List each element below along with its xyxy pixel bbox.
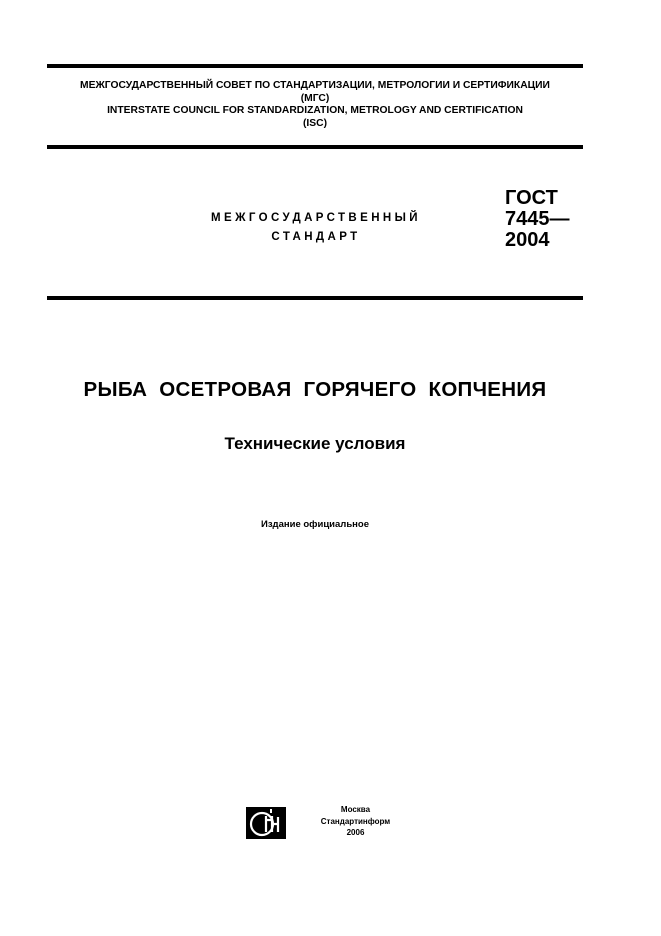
standartinform-logo-icon (246, 807, 286, 839)
gost-designation (505, 188, 570, 251)
header-top-rule (47, 64, 583, 68)
publisher-year: 2006 (346, 828, 365, 837)
edition-note: Издание официальное (261, 519, 369, 530)
gost-number: 7445— (505, 208, 570, 230)
document-subtitle: Технические условия (224, 434, 406, 453)
header-bottom-rule (47, 145, 583, 149)
standard-type (170, 209, 462, 247)
publisher-city: Москва (340, 805, 371, 814)
publisher-info (308, 804, 403, 839)
document-title: РЫБА ОСЕТРОВАЯ ГОРЯЧЕГО КОПЧЕНИЯ (83, 378, 547, 401)
standard-type-line1: МЕЖГОСУДАРСТВЕННЫЙ (211, 212, 421, 224)
publisher-name: Стандартинформ (320, 816, 391, 826)
council-name-ru: МЕЖГОСУДАРСТВЕННЫЙ СОВЕТ ПО СТАНДАРТИЗАЦИИ, МЕТРОЛОГИИ И СЕРТИФИКАЦИИ (80, 80, 550, 91)
council-header (47, 80, 583, 130)
council-abbr-en: (ISC) (302, 117, 328, 129)
gost-year: 2004 (505, 229, 550, 251)
standard-block-rule (47, 296, 583, 300)
council-name-en: INTERSTATE COUNCIL FOR STANDARDIZATION, METROLOGY AND CERTIFICATION (107, 105, 523, 117)
standard-type-line2: СТАНДАРТ (271, 231, 361, 243)
gost-label: ГОСТ (505, 187, 558, 209)
publisher-block (244, 804, 404, 840)
council-abbr-ru: (МГС) (300, 92, 330, 104)
